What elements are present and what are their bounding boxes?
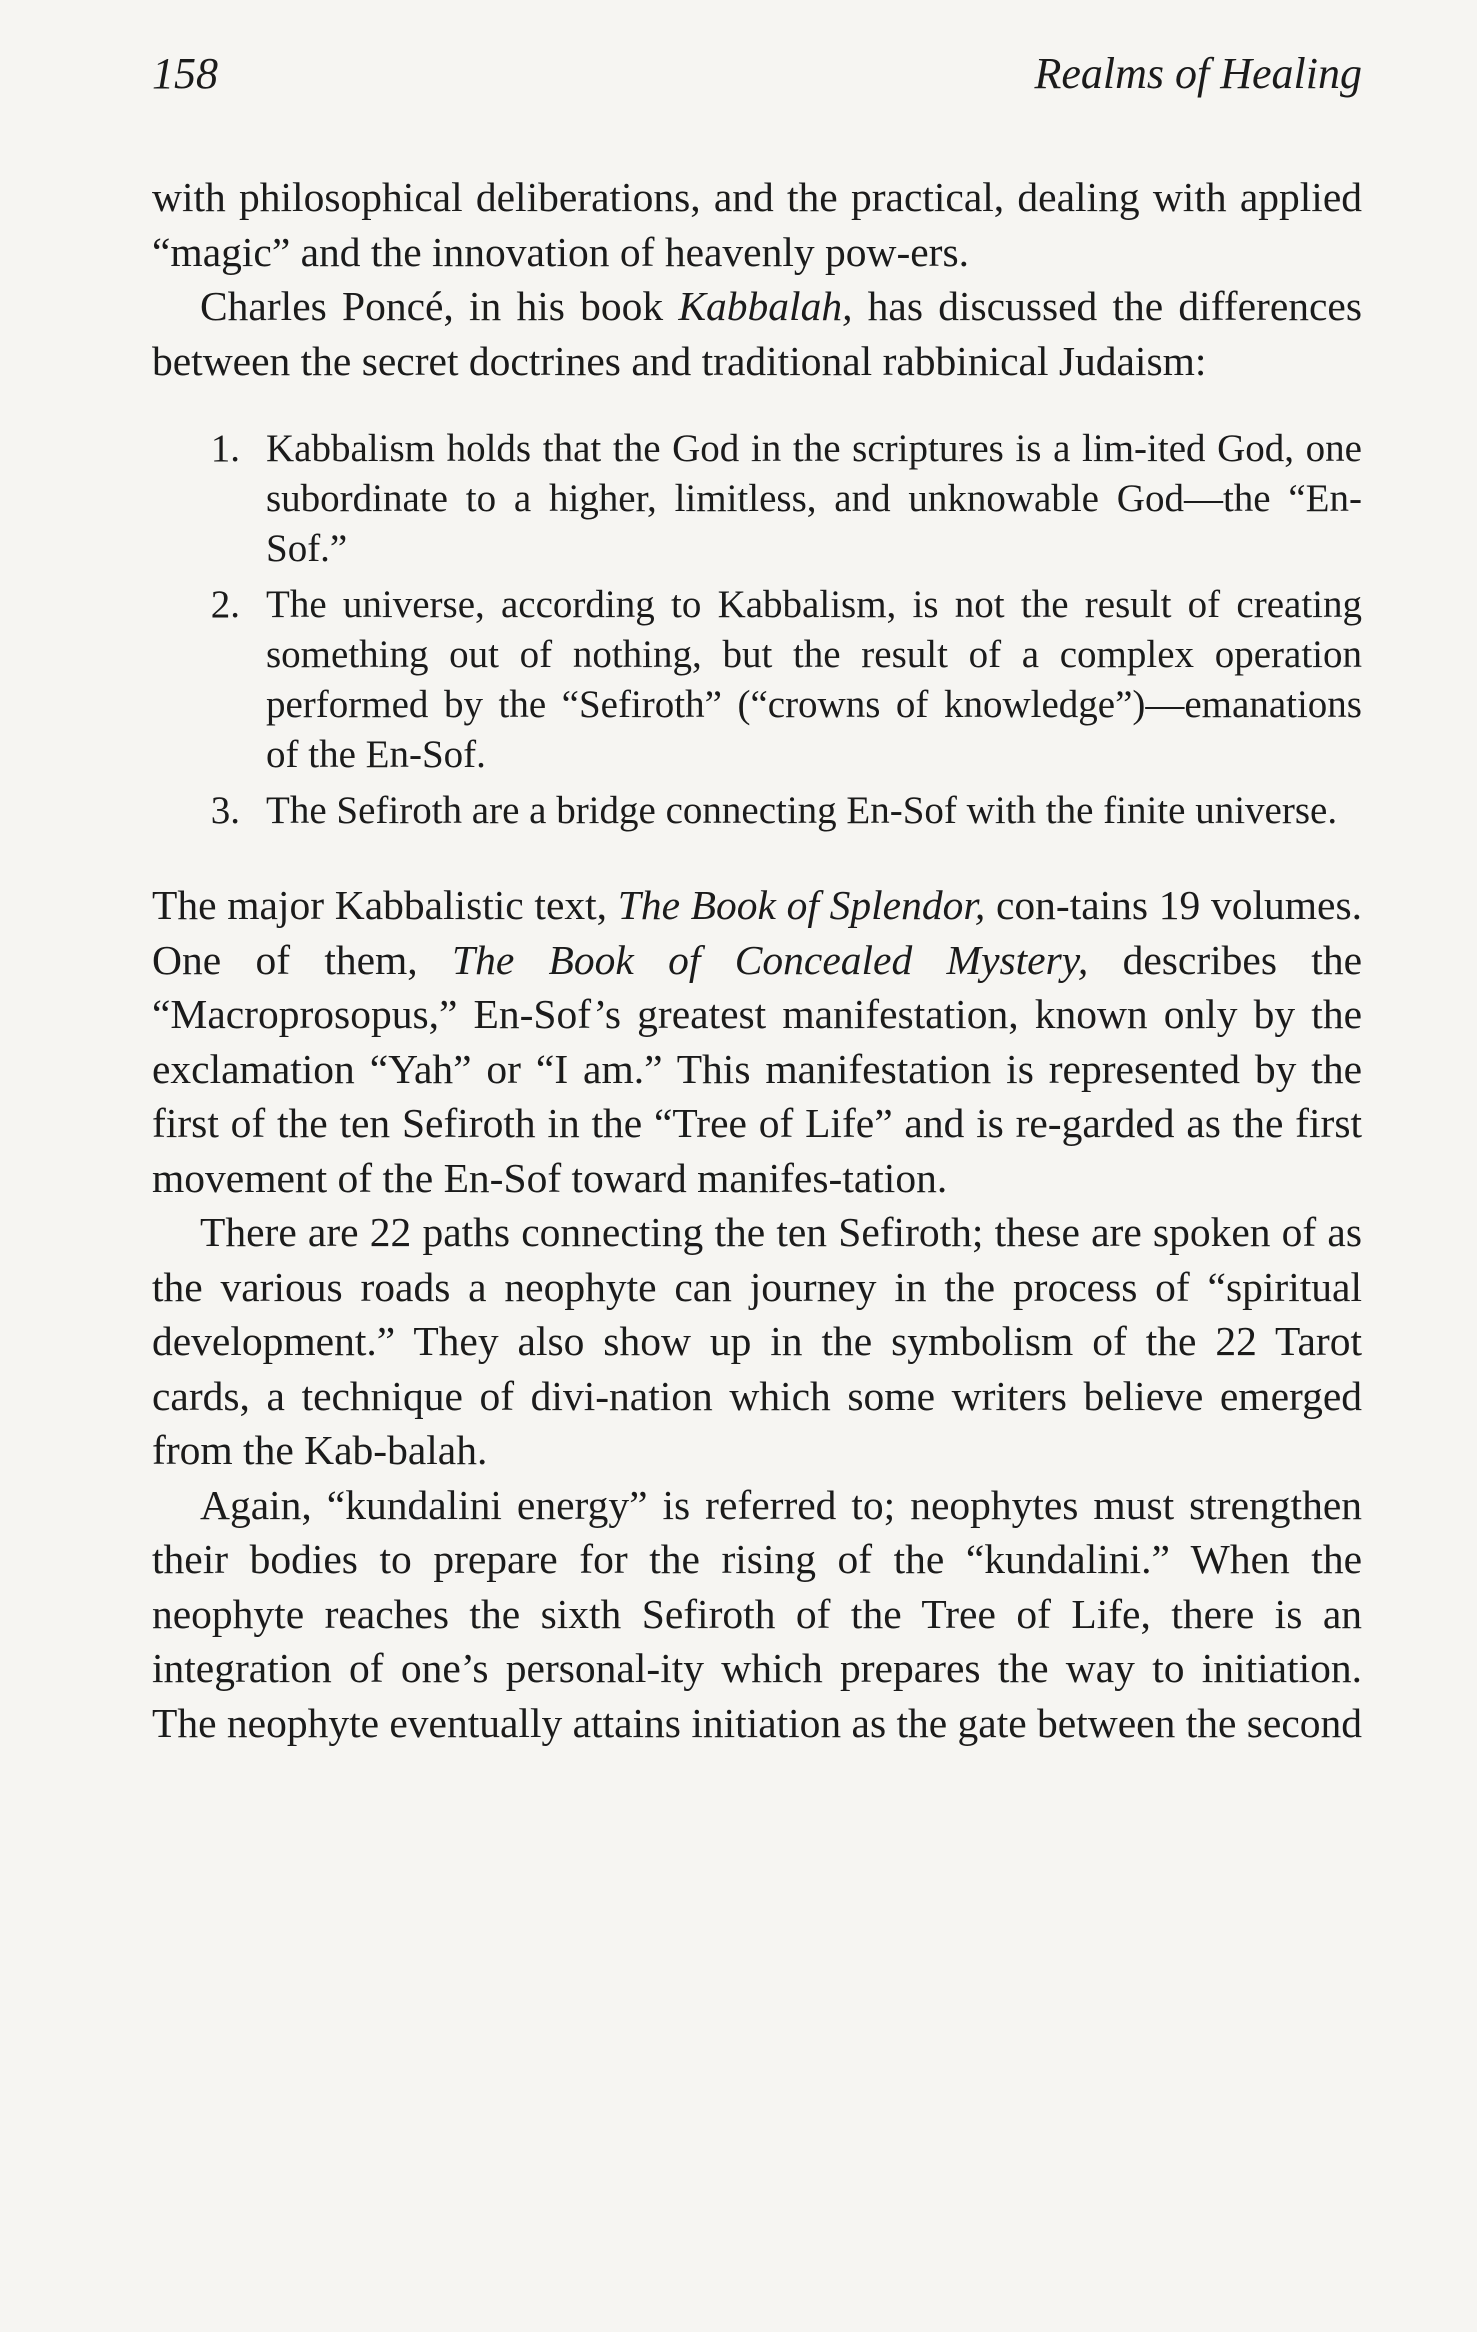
list-item <box>152 786 1362 836</box>
page-number: 158 <box>152 49 218 98</box>
text-run: The major Kabbalistic text, <box>152 882 618 928</box>
text-run: has discussed the differences between the secret doctrines and traditional rabbinical Judaism: <box>152 283 1362 384</box>
text-run: Charles Poncé, in his book <box>200 283 679 329</box>
list-number: 2. <box>210 583 240 626</box>
paragraph: Again, “kundalini energy” is referred to; neophytes must strengthen their bodies to prepare for the rising of the “kundalini.” When the neophyte reaches the sixth Sefiroth of the Tree of Life, there is an integration of one’s personal-ity which prepares the way to initiation. The neophyte eventually attains initiation as the gate between the second <box>152 1481 1363 1746</box>
list-item-text: Kabbalism holds that the God in the scriptures is a lim-ited God, one subordinate to a higher, limitless, and unknowable God—the “En-Sof.” <box>266 427 1362 570</box>
list-item <box>152 424 1362 574</box>
list-number: 3. <box>210 789 240 832</box>
list-item-text: The Sefiroth are a bridge connecting En-Sof with the finite universe. <box>266 789 1338 832</box>
book-title: The Book of Concealed Mystery, <box>452 936 1089 983</box>
text-run: con-tains 19 volumes. One of them, <box>152 882 1362 983</box>
numbered-list <box>152 424 1362 836</box>
paragraph: There are 22 paths connecting the ten Sefiroth; these are spoken of as the various roads a neophyte can journey in the process of “spiritual development.” They also show up in the symbolism of the 22 Tarot cards, a technique of divi-nation which some writers believe emerged from the Kab-balah. <box>152 1209 1362 1473</box>
book-title: Kabbalah, <box>678 283 853 329</box>
running-head <box>152 48 1362 104</box>
paragraph <box>152 878 1362 1205</box>
paragraph: with philosophical deliberations, and the practical, dealing with applied “magic” and the innovation of heavenly pow-ers. <box>152 174 1362 275</box>
running-title: Realms of Healing <box>1034 49 1362 98</box>
book-page <box>152 48 1362 2288</box>
text-run: describes the “Macroprosopus,” En-Sof’s greatest manifestation, known only by the exclamation “Yah” or “I am.” This manifestation is represented by the first of the ten Sefiroth in the “Tree of Life” and is re-garded as the first movement of the En-Sof toward manifes-tation. <box>152 936 1362 1201</box>
body-text <box>152 170 1362 1750</box>
list-item <box>152 580 1362 780</box>
paragraph <box>152 279 1362 388</box>
book-title: The Book of Splendor, <box>617 882 986 928</box>
list-number: 1. <box>210 427 240 470</box>
list-item-text: The universe, according to Kabbalism, is not the result of creating something out of nothing, but the result of a complex operation performed by the “Sefiroth” (“crowns of knowledge”)—emanations of the En-Sof. <box>266 583 1362 776</box>
